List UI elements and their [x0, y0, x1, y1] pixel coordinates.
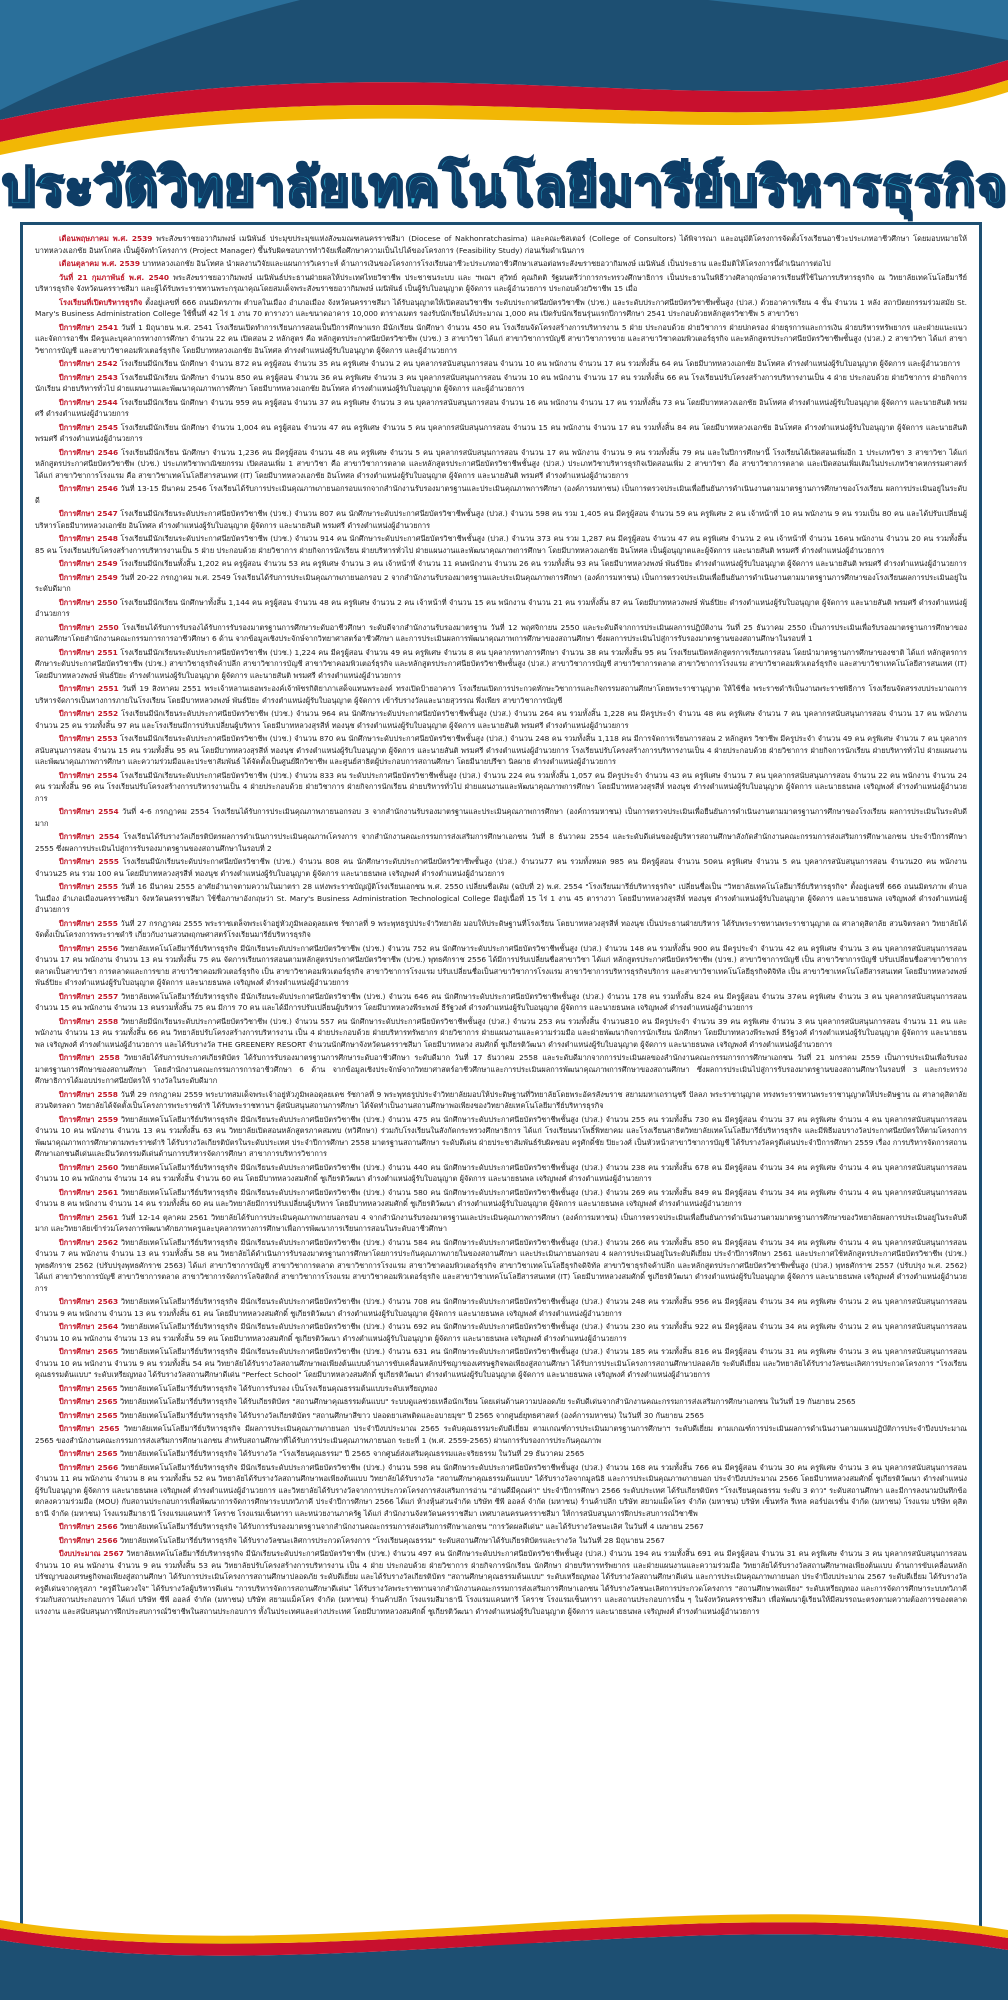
history-paragraph: [35, 1535, 967, 1547]
footer-decoration: [0, 1880, 1008, 2000]
year-label: ปีการศึกษา 2547: [59, 509, 118, 518]
paragraph-text: โรงเรียนมีนักเรียน นักศึกษาทั้งสิ้น 1,144 คน ครูผู้สอน จำนวน 48 คน ครูพิเศษ จำนวน 2 คน เจ้าหน้าที่ จำนวน 15 คน พนักงาน จำนวน 21 คน รวมทั้งสิ้น 87 คน โดยมีบาทหลวงพงษ์ พันธ์ปิยะ ดำรงตำแหน่งผู้รับใบอนุญาต ผู้จัดการ และนายสันติ พรมศรี ดำรงตำแหน่งผู้อำนวยการ: [35, 597, 967, 618]
history-paragraph: [35, 1423, 967, 1446]
history-paragraph: [35, 1016, 967, 1051]
year-label: ปีการศึกษา 2566: [59, 1522, 118, 1531]
paragraph-text: วิทยาลัยมีนักเรียนระดับประกาศนียบัตรวิชาชีพ (ปวช.) จำนวน 557 คน นักศึกษาระดับประกาศนียบัตรวิชาชีพชั้นสูง (ปวส.) จำนวน 253 คน รวมทั้งสิ้น จำนวน810 คน มีครูประจำ จำนวน 39 คน ครูพิเศษ จำนวน 3 คน บุคลากรสนับสนุนการสอน จำนวน 11 คน และพนักงาน จำนวน 13 คน รวมทั้งสิ้น 66 คน วิทยาลัยปรับโครงสร้างการบริหารงาน เป็น 4 ฝ่ายประกอบด้วย ฝ่ายบริหารทรัพยากร ฝ่ายวิชาการ ฝ่ายแผนงานและความร่วมมือ และฝ่ายพัฒนากิจการนักเรียน นักศึกษา โดยมีบาทหลวงพีระพงษ์ ธีรัฐวงศ์ ดำรงตำแหน่งผู้รับใบอนุญาต ผู้จัดการ และนายธนพล เจริญพงศ์ ดำรงตำแหน่งผู้อำนวยการ และได้รับรางวัล THE GREENERY RESORT จำนวนนักศึกษาจังหวัดนครราชสีมา โดยมีบาทหลวง สมศักดิ์ ชูเกียรติวัฒนา ดำรงตำแหน่งผู้รับใบอนุญาต ผู้จัดการ และนายธนพล เจริญพงศ์ ดำรงตำแหน่งผู้อำนวยการ: [35, 1016, 967, 1049]
history-text: [35, 233, 967, 1617]
paragraph-text: วิทยาลัยเทคโนโลยีมารีย์บริหารธุรกิจ ได้รับเกียรติบัตร "สถานศึกษาคุณธรรมต้นแบบ" ระบบดูแลช่วยเหลือนักเรียน โดยเด่นด้านความปลอดภัย ระดับดีเด่นจากสำนักงานคณะกรรมการส่งเสริมการศึกษาเอกชน ในวันที่ 19 กันยายน 2565: [117, 1397, 856, 1406]
history-paragraph: [35, 991, 967, 1014]
year-label: ปีการศึกษา 2546: [59, 484, 118, 493]
paragraph-text: โรงเรียนมีนักเรียน นักศึกษา จำนวน 1,004 คน ครูผู้สอน จำนวน 47 คน ครูพิเศษ จำนวน 5 คน บุคลากรสนับสนุนการสอน จำนวน 15 คน พนักงาน จำนวน 17 คน รวมทั้งสิ้น 84 คน โดยมีบาทหลวงเอกชัย อินโทศล ดำรงตำแหน่งผู้รับใบอนุญาต ผู้จัดการ และนายสันติ พรมศรี ดำรงตำแหน่งผู้อำนวยการ: [35, 422, 967, 443]
history-paragraph: [35, 483, 967, 506]
year-label: ปีการศึกษา 2556: [59, 943, 118, 953]
year-label: วันที่ 21 กุมภาพันธ์ พ.ศ. 2540: [59, 272, 170, 282]
paragraph-text: วิทยาลัยเทคโนโลยีมารีย์บริหารธุรกิจ ได้รับการรับรองมาตรฐานจากสำนักงานคณะกรรมการส่งเสริมการศึกษาเอกชน "การวัดผลดีเด่น" และได้รับรางวัลชนะเลิศ ในวันที่ 4 เมษายน 2567: [117, 1522, 704, 1531]
paragraph-text: โรงเรียนมีนักเรียน นักศึกษา จำนวน 872 คน ครูผู้สอน จำนวน 35 คน ครูพิเศษ จำนวน 2 คน บุคลากรสนับสนุนการสอน จำนวน 10 คน พนักงาน จำนวน 17 คน รวมทั้งสิ้น 64 คน โดยมีบาทหลวงเอกชัย อินโทศล ดำรงตำแหน่งผู้รับใบอนุญาต ผู้จัดการ และผู้อำนวยการ: [117, 359, 961, 368]
history-paragraph: [35, 558, 967, 570]
year-label: ปีการศึกษา 2555: [59, 918, 118, 928]
paragraph-text: วิทยาลัยเทคโนโลยีมารีย์บริหารธุรกิจ มีนักเรียนระดับประกาศนียบัตรวิชาชีพ (ปวช.) จำนวน 598 คน นักศึกษาระดับประกาศนียบัตรวิชาชีพชั้นสูง (ปวส.) จำนวน 168 คน รวมทั้งสิ้น 766 คน มีครูผู้สอน จำนวน 30 คน ครูพิเศษ จำนวน 3 คน บุคลากรสนับสนุนการสอน จำนวน 11 คน พนักงาน จำนวน 8 คน รวมทั้งสิ้น 52 คน วิทยาลัยได้รับรางวัลสถานศึกษาพอเพียงต้นแบบ วิทยาลัยได้รับรางวัล "สถานศึกษาคุณธรรมต้นแบบ" ได้รับรางวัลจากมูลนิธิ และการประเมินคุณภาพภายนอก ประจำปีงบประมาณ 2566 โดยมีบาทหลวงสมศักดิ์ ชูเกียรติวัฒนา ดำรงตำแหน่งผู้รับใบอนุญาต ผู้จัดการ และนายธนพล เจริญพงศ์ ดำรงตำแหน่งผู้อำนวยการ และวิทยาลัยได้รับรางวัลจากการประกวดโครงการส่งเสริมการอ่าน "อ่านดีมีคุณค่า" ประจำปีการศึกษา 2566 ระดับประเทศ ได้รับเกียรติบัตร "โรงเรียนคุณธรรม ระดับ 3 ดาว" ระดับสถานศึกษา และมีการลงนามบันทึกข้อตกลงความร่วมมือ (MOU) กับสถานประกอบการเพื่อพัฒนาการจัดการศึกษาระบบทวิภาคี ประจำปีการศึกษา 2566 ได้แก่ ห้างหุ้นส่วนจำกัด บริษัท ซีพี ออลล์ จำกัด (มหาชน) ร้านค้าปลีก บริษัท สยามแม็คโคร จำกัด (มหาชน) บริษัท เซ็นทรัล รีเทล คอร์ปอเรชั่น จำกัด (มหาชน) โรงแรม บริษัท ดุสิตธานี จำกัด (มหาชน) โรงแรมสีมาธานี โรงแรมแคนทารี โคราช โรงแรมเซ็นทารา และหน่วยงานภาครัฐ ได้แก่ สำนักงานจังหวัดนครราชสีมา เทศบาลนครนครราชสีมา ให้การสนับสนุนการฝึกประสบการณ์วิชาชีพ: [35, 1462, 967, 1518]
year-label: ปีการศึกษา 2561: [59, 1187, 119, 1197]
history-paragraph: [35, 1237, 967, 1295]
history-paragraph: [35, 1162, 967, 1185]
paragraph-text: โรงเรียนมีนักเรียนระดับประกาศนียบัตรวิชาชีพ (ปวช.) จำนวน 807 คน นักศึกษาระดับประกาศนียบัตรวิชาชีพชั้นสูง (ปวส.) จำนวน 598 คน รวม 1,405 คน มีครูผู้สอน จำนวน 59 คน ครูพิเศษ 2 คน เจ้าหน้าที่ 10 คน พนักงาน 9 คน รวมเป็น 80 คน และได้ปรับเปลี่ยนผู้บริหารโดยมีบาทหลวงเอกชัย อินโทศล ดำรงตำแหน่งผู้รับใบอนุญาต ผู้จัดการ และนายสันติ พรมศรี ดำรงตำแหน่งผู้อำนวยการ: [35, 509, 968, 530]
year-label: ปีการศึกษา 2560: [59, 1162, 119, 1172]
paragraph-text: พระสังฆราชยอวากิมพงษ์ เมนิพันธ์ ประมุขประมุขแห่งสังฆมณฑลนครราชสีมา (Diocese of Nakhonratchasima) และคณะซิสเตอร์ (College of Consultors) ได้พิจารณา และอนุมัติโครงการจัดตั้งโรงเรียนอาชีวะประเภทอาชีวศึกษา โดยมอบหมายให้บาทหลวงเอกชัย อินทโกศล เป็นผู้จัดทำโครงการ (Project Manager) ขึ้นรับผิดชอบการทำวิจัยเพื่อศึกษาความเป็นไปได้ของโครงการ (Feasibility Study) ก่อนเริ่มดำเนินการ: [35, 234, 967, 255]
history-paragraph: [35, 397, 967, 420]
paragraph-text: วิทยาลัยได้รับการประกาศเกียรติบัตร ได้รับการรับรองมาตรฐานการศึกษาระดับอาชีวศึกษา ระดับดีมาก วันที่ 17 ธันวาคม 2558 และระดับดีมากจากการประเมินผลของสำนักงานคณะกรรมการการศึกษาเอกชน วันที่ 21 มกราคม 2559 เป็นการประเมินเพื่อรับรองมาตรฐานการศึกษาของสถานศึกษา โดยสำนักงานคณะกรรมการการอาชีวศึกษา 6 ด้าน จากข้อมูลเชิงประจักษ์จากวิทยาศาสตร์อาชีวศึกษาและการประเมินผลการพัฒนาคุณภาพการศึกษาของสถานศึกษา ซึ่งผลการประเมินไปสู่การรับรองมาตรฐานของสถานศึกษาในรอบที่ 3 และกระทรวงศึกษาธิการได้มอบประกาศนียบัตรให้ รางวัลในระดับดีมาก: [35, 1053, 968, 1085]
paragraph-text: วิทยาลัยเทคโนโลยีมารีย์บริหารธุรกิจ มีนักเรียนระดับประกาศนียบัตรวิชาชีพ (ปวช.) จำนวน 646 คน นักศึกษาระดับประกาศนียบัตรวิชาชีพชั้นสูง (ปวส.) จำนวน 178 คน รวมทั้งสิ้น 824 คน มีครูผู้สอน จำนวน 37คน ครูพิเศษ จำนวน 3 คน บุคลากรสนับสนุนการสอน จำนวน 15 คน พนักงาน จำนวน 13 คนรวมทั้งสิ้น 75 คน มีการ 70 คน และได้มีการปรับเปลี่ยนผู้บริหาร โดยมีบาทหลวงพีระพงษ์ ธีรัฐวงศ์ ดำรงตำแหน่งผู้รับใบอนุญาต ผู้จัดการ และนายธนพล เจริญพงศ์ ดำรงตำแหน่งผู้อำนวยการ: [35, 991, 967, 1012]
year-label: ปีการศึกษา 2558: [59, 1016, 119, 1026]
history-paragraph: [35, 572, 967, 595]
year-label: ปีการศึกษา 2554: [59, 832, 120, 841]
paragraph-text: วันที่ 1 มิถุนายน พ.ศ. 2541 โรงเรียนเปิดทำการเรียนการสอนเป็นปีการศึกษาแรก มีนักเรียน นักศึกษา จำนวน 450 คน โรงเรียนจัดโครงสร้างการบริหารงาน 5 ฝ่าย ประกอบด้วย ฝ่ายวิชาการ ฝ่ายปกครอง ฝ่ายธุรการและการเงิน ฝ่ายบริหารทรัพยากร และฝ่ายแนะแนวและจัดการอาชีพ มีครูและบุคลากรทางการศึกษา จำนวน 22 คน เปิดสอน 2 หลักสูตร คือ หลักสูตรประกาศนียบัตรวิชาชีพ (ปวช.) 3 สาขาวิชา ได้แก่ สาขาวิชาการบัญชี สาขาวิชาการขาย และสาขาวิชาคอมพิวเตอร์ธุรกิจ และหลักสูตรประกาศนียบัตรวิชาชีพชั้นสูง (ปวส.) 2 สาขาวิชา ได้แก่ สาขาวิชาการบัญชี และสาขาวิชาคอมพิวเตอร์ธุรกิจ โดยมีบาทหลวงเอกชัย อินโทศล ดำรงตำแหน่งผู้รับใบอนุญาต ผู้จัดการ และผู้อำนวยการ: [35, 322, 968, 355]
history-paragraph: [35, 233, 967, 256]
year-label: ปีการศึกษา 2565: [59, 1424, 120, 1433]
year-label: ปีการศึกษา 2551: [59, 647, 118, 657]
history-paragraph: [35, 708, 967, 731]
history-paragraph: [35, 806, 967, 829]
history-paragraph: [35, 597, 967, 620]
paragraph-text: วิทยาลัยเทคโนโลยีมารีย์บริหารธุรกิจ ได้รับรางวัล "โรงเรียนคุณธรรม" ปี 2565 จากศูนย์ส่งเสริมคุณธรรมและจริยธรรม ในวันที่ 29 ธันวาคม 2565: [117, 1449, 585, 1458]
history-paragraph: [35, 622, 967, 645]
history-paragraph: [35, 1212, 967, 1235]
paragraph-text: วันที่ 29 กรกฎาคม 2559 พระบาทสมเด็จพระเจ้าอยู่หัวภูมิพลอดุลยเดช รัชกาลที่ 9 พระพุทธรูปประจำวิทยาลัยมอบให้ประดิษฐานที่วิทยาลัยโดยพระอัครสังฆราช สยามมหาเถรานุชรี ปัลลภ พระราชานุญาต ทรงพระราชทานพระราชานุญาตให้ประดิษฐาน ณ ศาลาดุสิดาลัย สวนจิตรลดา วิทยาลัยได้จัดตั้งเป็นโครงการพระราชดำริ ได้รับพระราชทานฯ ผู้สนับสนุนสถานการศึกษา ได้จัดทำเป็นงานสถานศึกษาพอเพียงของวิทยาลัยเทคโนโลยีมารีย์บริหารธุรกิจ: [35, 1089, 967, 1110]
year-label: โรงเรียนที่เปิดบริหารธุรกิจ: [59, 297, 143, 307]
history-paragraph: [35, 943, 967, 989]
year-label: ปีการศึกษา 2553: [59, 734, 118, 743]
history-paragraph: [35, 1396, 967, 1408]
history-panel: [20, 222, 982, 1946]
paragraph-text: บาทหลวงเอกชัย อินโทศล นำผลงานวิจัยและแผนการวิเคราะห์ ด้านการเงินของโครงการโรงเรียนอาชีวะประเภทอาชีวศึกษาเสนอต่อพระสังฆราชยอวากิมพงษ์ เมนิพันธ์ เป็นประธาน และมีมติให้โครงการนี้ดำเนินการต่อไป: [140, 259, 831, 268]
paragraph-text: วิทยาลัยเทคโนโลยีมารีย์บริหารธุรกิจ มีนักเรียนระดับประกาศนียบัตรวิชาชีพ (ปวช.) จำนวน 440 คน นักศึกษาระดับประกาศนียบัตรวิชาชีพชั้นสูง (ปวส.) จำนวน 238 คน รวมทั้งสิ้น 678 คน มีครูผู้สอน จำนวน 34 คน ครูพิเศษ จำนวน 4 คน บุคลากรสนับสนุนการสอน จำนวน 10 คน พนักงาน จำนวน 14 คน รวมทั้งสิ้น จำนวน 60 คน โดยมีบาทหลวงสมศักดิ์ ชูเกียรติวัฒนา ดำรงตำแหน่งผู้รับใบอนุญาต ผู้จัดการ และนายธนพล เจริญพงศ์ ดำรงตำแหน่งผู้อำนวยการ: [35, 1162, 967, 1183]
year-label: ปีการศึกษา 2565: [59, 1397, 118, 1406]
year-label: ปีการศึกษา 2545: [59, 422, 118, 432]
paragraph-text: โรงเรียนมีนักเรียนทั้งสิ้น 1,202 คน ครูผู้สอน จำนวน 53 คน ครูพิเศษ จำนวน 3 คน เจ้าหน้าที่ จำนวน 11 คนพนักงาน จำนวน 26 คน รวมทั้งสิ้น 93 คน โดยมีบาทหลวงพงษ์ พันธ์ปิยะ ดำรงตำแหน่งผู้รับใบอนุญาต ผู้จัดการ และนายสันติ พรมศรี ดำรงตำแหน่งผู้อำนวยการ: [117, 559, 967, 568]
paragraph-text: โรงเรียนมีนักเรียนระดับประกาศนียบัตรวิชาชีพ (ปวช.) จำนวน 964 คน นักศึกษาระดับประกาศนียบัตรวิชาชีพชั้นสูง (ปวส.) จำนวน 264 คน รวมทั้งสิ้น 1,228 คน มีครูประจำ จำนวน 48 คน ครูพิเศษ จำนวน 7 คน บุคลากรสนับสนุนการสอน จำนวน 17 คน พนักงาน จำนวน 25 คน รวมทั้งสิ้น 97 คน และโรงเรียนมีการปรับเปลี่ยนผู้บริหาร โดยมีบาทหลวงสุรสีห์ ทองนุช ดำรงตำแหน่งผู้รับใบอนุญาต ผู้จัดการ และนายสันติ พรมศรี ดำรงตำแหน่งผู้อำนวยการ: [35, 709, 968, 730]
paragraph-text: โรงเรียนมีนักเรียนระดับประกาศนียบัตรวิชาชีพ (ปวช.) จำนวน 914 คน นักศึกษาระดับประกาศนียบัตรวิชาชีพชั้นสูง (ปวส.) จำนวน 373 คน รวม 1,287 คน มีครูผู้สอน จำนวน 47 คน ครูพิเศษ จำนวน 2 คน เจ้าหน้าที่ จำนวน 16คน พนักงาน จำนวน 20 คน รวมทั้งสิ้น 85 คน โรงเรียนปรับโครงสร้างการบริหารงานเป็น 5 ฝ่าย ประกอบด้วย ฝ่ายวิชาการ ฝ่ายกิจการนักเรียน ฝ่ายบริหารทั่วไป ฝ่ายแผนงานและพัฒนาคุณภาพการศึกษา โดยมีบาทหลวงเอกชัย อินโทศล เป็นผู้อนุญาตและผู้จัดการ และนายสันติ พรมศรี ดำรงตำแหน่งผู้อำนวยการ: [35, 534, 967, 555]
year-label: ปีการศึกษา 2549: [59, 559, 118, 568]
paragraph-text: โรงเรียนได้รับรางวัลเกียรติบัตรผลการดำเนินการประเมินคุณภาพโครงการ จากสำนักงานคณะกรรมการส่งเสริมการศึกษาเอกชน วันที่ 8 ธันวาคม 2554 และระดับดีเด่นของผู้บริหารสถานศึกษาสังกัดสำนักงานคณะกรรมการส่งเสริมการศึกษาเอกชน ประจำปีการศึกษา 2555 ซึ่งผลการประเมินไปสู่การรับรองมาตรฐานของสถานศึกษาในรอบที่ 2: [35, 832, 967, 853]
year-label: ปีการศึกษา 2542: [59, 359, 118, 368]
year-label: ปีการศึกษา 2551: [59, 684, 119, 693]
paragraph-text: วันที่ 27 กรกฎาคม 2555 พระราชเตล็จพระเจ้าอยู่หัวภูมิพลอดุลยเดช รัชกาลที่ 9 พระพุทธรูปประจำวิทยาลัย มอบให้ประดิษฐานที่โรงเรียน โดยบาทหลวงสุรสีห์ ทองนุช เป็นประธานฝ่ายบริหาร ได้รับพระราชทานพระราชานุญาต ณ ศาลาดุสิดาลัย สวนจิตรลดา วิทยาลัยได้จัดตั้งเป็นโครงการพระราชดำริ เกี่ยวกับงานสวนพฤกษศาสตร์โรงเรียนมารีย์บริหารธุรกิจ: [35, 918, 967, 939]
history-paragraph: [35, 1548, 967, 1617]
year-label: ปีการศึกษา 2554: [59, 770, 118, 780]
paragraph-text: วิทยาลัยเทคโนโลยีมารีย์บริหารธุรกิจ ได้รับรางวัลชนะเลิศการประกวดโครงการ "โรงเรียนคุณธรรม" ระดับสถานศึกษาได้รับเกียรติบัตรและรางวัล ในวันที่ 28 มิถุนายน 2567: [117, 1535, 665, 1545]
year-label: ปีการศึกษา 2544: [59, 397, 118, 407]
paragraph-text: วิทยาลัยเทคโนโลยีมารีย์บริหารธุรกิจ มีนักเรียนระดับประกาศนียบัตรวิชาชีพ (ปวช.) จำนวน 475 คน นักศึกษาระดับประกาศนียบัตรวิชาชีพชั้นสูง (ปวส.) จำนวน 255 คน รวมทั้งสิ้น 730 คน มีครูผู้สอน จำนวน 37 คน ครูพิเศษ จำนวน 4 คน บุคลากรสนับสนุนการสอน จำนวน 10 คน พนักงาน จำนวน 13 คน รวมทั้งสิ้น 63 คน วิทยาลัยเปิดสอนหลักสูตรภาคสมทบ (ทวิศึกษา) ร่วมกับโรงเรียนในสังกัดกระทรวงศึกษาธิการ ได้แก่ โรงเรียนนาโพธิ์พิทยาคม และโรงเรียนสาธิตวิทยาลัยเทคโนโลยีมารีย์บริหารธุรกิจ และมีพิธีมอบรางวัลประกาศนียบัตรให้ตามโครงการพัฒนาคุณภาพการศึกษาตามพระราชดำริ ได้รับรางวัลเกียรติบัตรในระดับประเทศ ประจำปีการศึกษา 2558 มาตรฐานสถานศึกษา ระดับดีเด่น ฝ่ายประชาสัมพันธ์รับผิดชอบ ครูศักดิ์ชัย ปิยะวงศ์ เป็นหัวหน้าสาขาวิชาการบัญชี ได้รับรางวัลครูดีเด่นประจำปีการศึกษา 2559 เรื่อง การบริหารจัดการสถานศึกษาเอกชนดีเด่นและมีนวัตกรรมดีเด่นด้านการบริหารจัดการศึกษา สาขาการบริหารวิชาการ: [35, 1114, 967, 1158]
history-paragraph: [35, 1321, 967, 1344]
paragraph-text: วิทยาลัยเทคโนโลยีมารีย์บริหารธุรกิจ มีผลการประเมินคุณภาพภายนอก ประจำปีงบประมาณ 2565 ระดับคุณธรรมระดับดีเยี่ยม ตามเกณฑ์การประเมินมาตรฐานการศึกษาฯ ระดับดีเยี่ยม ตามเกณฑ์การประเมินผลการดำเนินงานตามแผนปฏิบัติการประจำปีงบประมาณ 2565 ของสำนักงานคณะกรรมการส่งเสริมการศึกษาเอกชน สำหรับสถานศึกษาที่ได้รับการประเมินคุณภาพภายนอก ระยะที่ 1 (พ.ศ. 2559-2565) ผ่านการรับรองการประกันคุณภาพ: [35, 1424, 967, 1445]
paragraph-text: ตั้งอยู่เลขที่ 666 ถนนมิตรภาพ ตำบลในเมือง อำเภอเมือง จังหวัดนครราชสีมา ได้รับอนุญาตให้เปิดสอนวิชาชีพ ระดับประกาศนียบัตรวิชาชีพ (ปวช.) และระดับประกาศนียบัตรวิชาชีพชั้นสูง (ปวส.) ด้วยอาคารเรียน 4 ชั้น จำนวน 1 หลัง สถาปัตยกรรมร่วมสมัย St. Mary's Business Administration College ใช้พื้นที่ 42 ไร่ 1 งาน 70 ตารางวา และขนาดอาคาร 10,000 ตารางเมตร รองรับนักเรียนได้ประมาณ 1,000 คน เปิดรับนักเรียนรุ่นแรกปีการศึกษา 2541 ประกอบด้วยหลักสูตรวิชาชีพ 5 สาขาวิชา: [35, 297, 967, 318]
year-label: ปีการศึกษา 2549: [59, 572, 118, 582]
history-paragraph: [35, 1462, 967, 1520]
history-paragraph: [35, 770, 967, 805]
year-label: ปีการศึกษา 2564: [59, 1322, 119, 1331]
paragraph-text: วิทยาลัยเทคโนโลยีมารีย์บริหารธุรกิจ ได้รับการรับรอง เป็นโรงเรียนคุณธรรมต้นแบบระดับเหรียญทอง: [117, 1383, 438, 1393]
history-paragraph: [35, 372, 967, 395]
paragraph-text: วันที่ 16 มีนาคม 2555 อาศัยอำนาจตามความในมาตรา 28 แห่งพระราชบัญญัติโรงเรียนเอกชน พ.ศ. 2550 เปลี่ยนชื่อเดิม (ฉบับที่ 2) พ.ศ. 2554 "โรงเรียนมารีย์บริหารธุรกิจ" เปลี่ยนชื่อเป็น "วิทยาลัยเทคโนโลยีมารีย์บริหารธุรกิจ" ตั้งอยู่เลขที่ 666 ถนนมิตรภาพ ตำบลในเมือง อำเภอเมืองนครราชสีมา จังหวัดนครราชสีมา ใช้ชื่อภาษาอังกฤษว่า St. Mary's Business Administration Technological College มีอยู่เนื้อที่ 15 ไร่ 1 งาน 45 ตารางวา โดยมีบาทหลวงสุรสีห์ ทองนุช ดำรงตำแหน่งผู้รับใบอนุญาต ผู้จัดการ และนายธนพล เจริญพงศ์ ดำรงตำแหน่งผู้อำนวยการ: [35, 882, 967, 914]
paragraph-text: วันที่ 19 สิงหาคม 2551 พระเจ้าหลานเธอพระองค์เจ้าพัชรกิติยาภาเสด็จแทนพระองค์ ทรงเปิดป้ายอาคาร โรงเรียนเปิดการประกวดทักษะวิชาการและกิจกรรมสถานศึกษาโดยพระราชานุญาต ให้ใช้ชื่อ พระราชดำริเป็นงานพระราชพิธีการ โรงเรียนจัดสรรงบประมาณการบริหารจัดการเป็นทางการภายในโรงเรียน โดยมีบาทหลวงพงษ์ พันธ์ปิยะ ดำรงตำแหน่งผู้รับใบอนุญาต ผู้จัดการ เข้ารับรางวัลและนายสุวรรณ พึ่งเพียร สาขาวิชาการบัญชี: [35, 684, 967, 705]
paragraph-text: วิทยาลัยเทคโนโลยีมารีย์บริหารธุรกิจ มีนักเรียนระดับประกาศนียบัตรวิชาชีพ (ปวช.) จำนวน 708 คน นักศึกษาระดับประกาศนียบัตรวิชาชีพชั้นสูง (ปวส.) จำนวน 248 คน รวมทั้งสิ้น 956 คน มีครูผู้สอน จำนวน 34 คน ครูพิเศษ จำนวน 2 คน บุคลากรสนับสนุนการสอน จำนวน 9 คน พนักงาน จำนวน 13 คน รวมทั้งสิ้น 61 คน โดยมีบาทหลวงสมศักดิ์ ชูเกียรติวัฒนา ดำรงตำแหน่งผู้รับใบอนุญาต ผู้จัดการ และนายธนพล เจริญพงศ์ ดำรงตำแหน่งผู้อำนวยการ: [35, 1297, 967, 1318]
history-paragraph: [35, 358, 967, 370]
history-paragraph: [35, 422, 967, 445]
year-label: ปีการศึกษา 2555: [59, 857, 119, 866]
history-paragraph: [35, 1410, 967, 1422]
paragraph-text: วิทยาลัยเทคโนโลยีมารีย์บริหารธุรกิจ มีนักเรียนระดับประกาศนียบัตรวิชาชีพ (ปวช.) จำนวน 497 คน นักศึกษาระดับประกาศนียบัตรวิชาชีพชั้นสูง (ปวส.) จำนวน 194 คน รวมทั้งสิ้น 691 คน มีครูผู้สอน จำนวน 31 คน ครูพิเศษ จำนวน 3 คน บุคลากรสนับสนุนการสอน จำนวน 10 คน พนักงาน จำนวน 9 คน รวมทั้งสิ้น 53 คน วิทยาลัยปรับโครงสร้างการบริหารงาน เป็น 4 ฝ่าย ประกอบด้วย ฝ่ายวิชาการ ฝ่ายกิจการนักเรียน นักศึกษา ฝ่ายบริหารทรัพยากร และฝ่ายแผนงานและความร่วมมือ วิทยาลัยได้รับรางวัลสถานศึกษาพอเพียงต้นแบบ ด้านการขับเคลื่อนหลักปรัชญาของเศรษฐกิจพอเพียงสู่สถานศึกษา ได้รับการประเมินโครงการสถานศึกษาปลอดภัย ระดับดีเยี่ยม และได้รับรางวัลเกียรติบัตร "สถานศึกษาคุณธรรมต้นแบบ" ระดับเหรียญทอง ได้รับรางวัลสถานศึกษาดีเด่น และการประเมินคุณภาพภายนอก ประจำปีงบประมาณ 2567 ระดับดีเยี่ยม ได้รับรางวัลครูดีเด่นจากคุรุสภา "ครูดีในดวงใจ" ได้รับรางวัลผู้บริหารดีเด่น "การบริหารจัดการสถานศึกษาดีเด่น" ได้รับรางวัลพระราชทานจากสำนักงานคณะกรรมการส่งเสริมการศึกษาเอกชน ได้รับรางวัลชนะเลิศการประกวดโครงการ "สถานศึกษาพอเพียง" ระดับเหรียญทอง และการจัดการศึกษาระบบทวิภาคีร่วมกับสถานประกอบการ ได้แก่ บริษัท ซีพี ออลล์ จำกัด (มหาชน) บริษัท สยามแม็คโคร จำกัด (มหาชน) ร้านค้าปลีก โรงแรมสีมาธานี โรงแรมแคนทารี โคราช โรงแรมเซ็นทารา และสถานประกอบการอื่น ๆ ในจังหวัดนครราชสีมา เพื่อพัฒนาผู้เรียนให้มีสมรรถนะตรงตามความต้องการของตลาดแรงงาน และสนับสนุนการฝึกประสบการณ์วิชาชีพในสถานประกอบการ ทั้งในประเทศและต่างประเทศ โดยมีบาทหลวงสมศักดิ์ ชูเกียรติวัฒนา ดำรงตำแหน่งผู้รับใบอนุญาต ผู้จัดการ และนายธนพล เจริญพงศ์ ดำรงตำแหน่งผู้อำนวยการ: [35, 1549, 967, 1616]
year-label: เดือนพฤษภาคม พ.ศ. 2539: [59, 234, 153, 243]
history-paragraph: [35, 1089, 967, 1112]
history-paragraph: [35, 1383, 967, 1395]
paragraph-text: โรงเรียนมีนักเรียนระดับประกาศนียบัตรวิชาชีพ (ปวช.) จำนวน 870 คน นักศึกษาระดับประกาศนียบัตรวิชาชีพชั้นสูง (ปวส.) จำนวน 248 คน รวมทั้งสิ้น 1,118 คน มีการจัดการเรียนการสอน 2 หลักสูตร วิชาชีพ มีครูประจำ จำนวน 49 คน ครูพิเศษ จำนวน 7 คน บุคลากรสนับสนุนการสอน จำนวน 15 คน รวมทั้งสิ้น 95 คน โดยมีบาทหลวงสุรสีห์ ทองนุช ดำรงตำแหน่งผู้รับใบอนุญาต ผู้จัดการ และนายสันติ พรมศรี ดำรงตำแหน่งผู้อำนวยการ โรงเรียนปรับโครงสร้างการบริหารงานเป็น 4 ฝ่ายประกอบด้วย ฝ่ายวิชาการ ฝ่ายกิจการนักเรียน ฝ่ายบริหารทั่วไป ฝ่ายแผนงานและพัฒนาคุณภาพการศึกษา และความร่วมมือและประชาสัมพันธ์ ได้จัดตั้งเป็นศูนย์ฝึกวิชาชีพ และศูนย์สาธิตผู้ประกอบการสถานศึกษา โดยมีนายปรีชา นิลผาย ดำรงตำแหน่งผู้อำนวยการ: [35, 734, 967, 766]
history-paragraph: [35, 1521, 967, 1533]
year-label: ปีการศึกษา 2561: [59, 1212, 119, 1222]
year-label: ปีการศึกษา 2552: [59, 709, 119, 718]
year-label: ปีการศึกษา 2565: [59, 1449, 118, 1458]
year-label: ปีการศึกษา 2558: [59, 1089, 118, 1099]
history-paragraph: [35, 447, 967, 482]
history-paragraph: [35, 508, 967, 531]
paragraph-text: โรงเรียนมีนักเรียนระดับประกาศนียบัตรวิชาชีพ (ปวช.) 1,224 คน มีครูผู้สอน จำนวน 49 คน ครูพิเศษ จำนวน 8 คน บุคลากรทางการศึกษา จำนวน 38 คน รวมทั้งสิ้น 95 คน โรงเรียนเปิดหลักสูตรการเรียนการสอน โดยนำมาตรฐานการศึกษาของชาติ ได้แก่ หลักสูตรการศึกษาระดับประกาศนียบัตรวิชาชีพ (ปวช.) สาขาวิชาธุรกิจค้าปลีก สาขาวิชาการบัญชี สาขาวิชาคอมพิวเตอร์ธุรกิจ และหลักสูตรประกาศนียบัตรวิชาชีพชั้นสูง (ปวส.) สาขาวิชาการบัญชี สาขาวิชาการตลาด สาขาวิชาการโรงแรม สาขาวิชาคอมพิวเตอร์ธุรกิจ และสาขาวิชาเทคโนโลยีสารสนเทศ (IT) โดยมีบาทหลวงพงษ์ พันธ์ปิยะ ดำรงตำแหน่งผู้รับใบอนุญาต ผู้จัดการ และนายสันติ พรมศรี ดำรงตำแหน่งผู้อำนวยการ: [35, 647, 968, 680]
paragraph-text: โรงเรียนมีนักเรียน นักศึกษา จำนวน 1,236 คน มีครูผู้สอน จำนวน 48 คน ครูพิเศษ จำนวน 5 คน บุคลากรสนับสนุนการสอน จำนวน 17 คน พนักงาน จำนวน 9 คน รวมทั้งสิ้น 79 คน และในปีการศึกษานี้ โรงเรียนได้เปิดสอนเพิ่มอีก 1 ประเภทวิชา 3 สาขาวิชา ได้แก่ หลักสูตรประกาศนียบัตรวิชาชีพ (ปวช.) ประเภทวิชาพาณิชยกรรม เปิดสอนเพิ่ม 1 สาขาวิชา คือ สาขาวิชาการตลาด และหลักสูตรประกาศนียบัตรวิชาชีพชั้นสูง (ปวส.) ประเภทวิชาบริหารธุรกิจเปิดสอนเพิ่ม 2 สาขาวิชา คือ สาขาวิชาการตลาด และเปิดสอนเพิ่มเติมในประเภทวิชาคหกรรมศาสตร์ ได้แก่ สาขาวิชาการโรงแรม คือ สาขาวิชาเทคโนโลยีสารสนเทศ (IT) โดยมีบาทหลวงเอกชัย อินโทศล ดำรงตำแหน่งผู้รับใบอนุญาต ผู้จัดการ และนายสันติ พรมศรี ดำรงตำแหน่งผู้อำนวยการ: [35, 447, 967, 480]
year-label: ปีการศึกษา 2566: [59, 1535, 118, 1545]
paragraph-text: วิทยาลัยเทคโนโลยีมารีย์บริหารธุรกิจ มีนักเรียนระดับประกาศนียบัตรวิชาชีพ (ปวช.) จำนวน 580 คน นักศึกษาระดับประกาศนียบัตรวิชาชีพชั้นสูง (ปวส.) จำนวน 269 คน รวมทั้งสิ้น 849 คน มีครูผู้สอน จำนวน 34 คน ครูพิเศษ จำนวน 4 คน บุคลากรสนับสนุนการสอน จำนวน 8 คน พนักงาน จำนวน 14 คน รวมทั้งสิ้น 60 คน และวิทยาลัยมีการปรับเปลี่ยนผู้บริหาร โดยมีบาทหลวงสมศักดิ์ ชูเกียรติวัฒนา ดำรงตำแหน่งผู้รับใบอนุญาต ผู้จัดการ และนายธนพล เจริญพงศ์ ดำรงตำแหน่งผู้อำนวยการ: [35, 1187, 967, 1208]
year-label: ปีการศึกษา 2566: [59, 1462, 119, 1472]
page-title: ประวัติวิทยาลัยเทคโนโลยีมารีย์บริหารธุรกิจ: [1, 156, 1007, 217]
year-label: ปีการศึกษา 2555: [59, 882, 118, 891]
paragraph-text: วิทยาลัยเทคโนโลยีมารีย์บริหารธุรกิจ มีนักเรียนระดับประกาศนียบัตรวิชาชีพ (ปวช.) จำนวน 692 คน นักศึกษาระดับประกาศนียบัตรวิชาชีพชั้นสูง (ปวส.) จำนวน 230 คน รวมทั้งสิ้น 922 คน มีครูผู้สอน จำนวน 34 คน ครูพิเศษ จำนวน 2 คน บุคลากรสนับสนุนการสอน จำนวน 10 คน พนักงาน จำนวน 13 คน รวมทั้งสิ้น 59 คน โดยมีบาทหลวงสมศักดิ์ ชูเกียรติวัฒนา ดำรงตำแหน่งผู้รับใบอนุญาต ผู้จัดการ และนายธนพล เจริญพงศ์ ดำรงตำแหน่งผู้อำนวยการ: [35, 1322, 967, 1343]
year-label: เดือนตุลาคม พ.ศ. 2539: [59, 259, 141, 268]
year-label: ปีการศึกษา 2565: [59, 1383, 118, 1393]
year-label: ปีการศึกษา 2557: [59, 991, 119, 1001]
paragraph-text: วิทยาลัยเทคโนโลยีมารีย์บริหารธุรกิจ มีนักเรียนระดับประกาศนียบัตรวิชาชีพ (ปวช.) จำนวน 584 คน นักศึกษาระดับประกาศนียบัตรวิชาชีพชั้นสูง (ปวส.) จำนวน 266 คน รวมทั้งสิ้น 850 คน มีครูผู้สอน จำนวน 34 คน ครูพิเศษ จำนวน 4 คน บุคลากรสนับสนุนการสอน จำนวน 7 คน พนักงาน จำนวน 13 คน รวมทั้งสิ้น 58 คน วิทยาลัยได้ดำเนินการรับรองมาตรฐานการศึกษาโดยการประกันคุณภาพภายในของสถานศึกษา และประเมินภายนอกรอบ 4 ผลการประเมินอยู่ในระดับดีเยี่ยม ประจำปีการศึกษา 2561 และประกาศใช้หลักสูตรประกาศนียบัตรวิชาชีพ (ปวช.) พุทธศักราช 2562 (ปรับปรุงพุทธศักราช 2563) ได้แก่ สาขาวิชาการบัญชี สาขาวิชาการตลาด สาขาวิชาการโรงแรม สาขาวิชาคอมพิวเตอร์ธุรกิจ สาขาวิชาเทคโนโลยีธุรกิจดิจิทัล สาขาวิชาธุรกิจค้าปลีก และหลักสูตรประกาศนียบัตรวิชาชีพชั้นสูง (ปวส.) พุทธศักราช 2557 (ปรับปรุง พ.ศ. 2562) ได้แก่ สาขาวิชาการบัญชี สาขาวิชาการตลาด สาขาวิชาการจัดการโลจิสติกส์ สาขาวิชาการโรงแรม สาขาวิชาคอมพิวเตอร์ธุรกิจ และสาขาวิชาเทคโนโลยีสารสนเทศ (IT) โดยมีบาทหลวงสมศักดิ์ ชูเกียรติวัฒนา ดำรงตำแหน่งผู้รับใบอนุญาต ผู้จัดการ และนายธนพล เจริญพงศ์ ดำรงตำแหน่งผู้อำนวยการ: [35, 1237, 967, 1293]
paragraph-text: โรงเรียนมีนักเรียนระดับประกาศนียบัตรวิชาชีพ (ปวช.) จำนวน 808 คน นักศึกษาระดับประกาศนียบัตรวิชาชีพชั้นสูง (ปวส.) จำนวน77 คน รวมทั้งหมด 985 คน มีครูผู้สอน จำนวน 50คน ครูพิเศษ จำนวน 5 คน บุคลากรสนับสนุนการสอน จำนวน20 คน พนักงาน จำนวน25 คน รวม 100 คน โดยมีบาทหลวงสุรสีห์ ทองนุช ดำรงตำแหน่งผู้รับใบอนุญาต ผู้จัดการ และนายธนพล เจริญพงศ์ ดำรงตำแหน่งผู้อำนวยการ: [35, 857, 967, 878]
history-paragraph: [35, 297, 967, 320]
paragraph-text: โรงเรียนมีนักเรียนระดับประกาศนียบัตรวิชาชีพ (ปวช.) จำนวน 833 คน ระดับประกาศนียบัตรวิชาชีพชั้นสูง (ปวส.) จำนวน 224 คน รวมทั้งสิ้น 1,057 คน มีครูประจำ จำนวน 43 คน ครูพิเศษ จำนวน 7 คน บุคลากรสนับสนุนการสอน จำนวน 22 คน พนักงาน จำนวน 24 คน รวมทั้งสิ้น 96 คน โรงเรียนปรับโครงสร้างการบริหารงานเป็น 4 ฝ่ายประกอบด้วย ฝ่ายวิชาการ ฝ่ายกิจการนักเรียน ฝ่ายบริหารทั่วไป ฝ่ายแผนงานและพัฒนาคุณภาพการศึกษา โดยมีบาทหลวงสุรสีห์ ทองนุช ดำรงตำแหน่งผู้รับใบอนุญาต ผู้จัดการ และนายธนพล เจริญพงศ์ ดำรงตำแหน่งผู้อำนวยการ: [35, 770, 967, 803]
history-paragraph: [35, 533, 967, 556]
year-label: ปีการศึกษา 2565: [59, 1410, 118, 1420]
paragraph-text: วันที่ 13-15 มีนาคม 2546 โรงเรียนได้รับการประเมินคุณภาพภายนอกรอบแรกจากสำนักงานรับรองมาตรฐานและประเมินคุณภาพการศึกษา (องค์การมหาชน) เป็นการตรวจประเมินเพื่อยืนยันการดำเนินงานตามมาตรฐานการศึกษาของโรงเรียน ผลการประเมินอยู่ในระดับดี: [35, 484, 967, 505]
history-paragraph: [35, 856, 967, 879]
history-paragraph: [35, 1187, 967, 1210]
paragraph-text: โรงเรียนมีนักเรียน นักศึกษา จำนวน 959 คน ครูผู้สอน จำนวน 37 คน ครูพิเศษ จำนวน 3 คน บุคลากรสนับสนุนการสอน จำนวน 16 คน พนักงาน จำนวน 17 คน รวมทั้งสิ้น 73 คน โดยมีบาทหลวงเอกชัย อินโทศล ดำรงตำแหน่งผู้รับใบอนุญาต ผู้จัดการ และนายสันติ พรมศรี ดำรงตำแหน่งผู้อำนวยการ: [35, 397, 967, 418]
history-paragraph: [35, 918, 967, 941]
history-paragraph: [35, 1448, 967, 1460]
history-paragraph: [35, 831, 967, 854]
paragraph-text: วิทยาลัยเทคโนโลยีมารีย์บริหารธุรกิจ มีนักเรียนระดับประกาศนียบัตรวิชาชีพ (ปวช.) จำนวน 631 คน นักศึกษาระดับประกาศนียบัตรวิชาชีพชั้นสูง (ปวส.) จำนวน 185 คน รวมทั้งสิ้น 816 คน มีครูผู้สอน จำนวน 31 คน ครูพิเศษ จำนวน 3 คน บุคลากรสนับสนุนการสอน จำนวน 10 คน พนักงาน จำนวน 9 คน รวมทั้งสิ้น 54 คน วิทยาลัยได้รับรางวัลสถานศึกษาพอเพียงต้นแบบด้านการขับเคลื่อนหลักปรัชญาของเศรษฐกิจพอเพียงสู่สถานศึกษา ได้รับการประเมินโครงการสถานศึกษาปลอดภัย ระดับดีเยี่ยม และวิทยาลัยได้รับรางวัลชนะเลิศการประกวดโครงการ "โรงเรียนคุณธรรมต้นแบบ" ระดับเหรียญทอง ได้รับรางวัลสถานศึกษาดีเด่น "Perfect School" โดยมีบาทหลวงสมศักดิ์ ชูเกียรติวัฒนา ดำรงตำแหน่งผู้รับใบอนุญาต ผู้จัดการ และนายธนพล เจริญพงศ์ ดำรงตำแหน่งผู้อำนวยการ: [35, 1347, 967, 1379]
paragraph-text: โรงเรียนได้รับการรับรองได้รับการรับรองมาตรฐานการศึกษาระดับอาชีวศึกษา ระดับดีจากสำนักงานรับรองมาตรฐาน วันที่ 12 พฤศจิกายน 2550 และระดับดีจากการประเมินผลการปฏิบัติงาน วันที่ 25 ธันวาคม 2550 เป็นการประเมินเพื่อรับรองมาตรฐานการศึกษาของสถานศึกษาโดยสำนักงานคณะกรรมการการอาชีวศึกษา 6 ด้าน จากข้อมูลเชิงประจักษ์จากวิทยาศาสตร์อาชีวศึกษา และการประเมินผลการพัฒนาคุณภาพการศึกษาของสถานศึกษา ซึ่งผลการประเมินไปสู่การรับรองมาตรฐานของสถานศึกษาในรอบที่ 1: [35, 622, 967, 643]
year-label: ปีการศึกษา 2558: [59, 1053, 120, 1062]
year-label: ปีการศึกษา 2563: [59, 1297, 119, 1306]
paragraph-text: วิทยาลัยเทคโนโลยีมารีย์บริหารธุรกิจ มีนักเรียนระดับประกาศนียบัตรวิชาชีพ (ปวช.) จำนวน 752 คน นักศึกษาระดับประกาศนียบัตรวิชาชีพชั้นสูง (ปวส.) จำนวน 148 คน รวมทั้งสิ้น 900 คน มีครูประจำ จำนวน 42 คน ครูพิเศษ จำนวน 3 คน บุคลากรสนับสนุนการสอน จำนวน 17 คน พนักงาน จำนวน 13 คน รวมทั้งสิ้น 75 คน จัดการเรียนการสอนตามหลักสูตรประกาศนียบัตรวิชาชีพ (ปวช.) พุทธศักราช 2556 ได้มีการปรับเปลี่ยนชื่อสาขาวิชา ได้แก่ หลักสูตรประกาศนียบัตรวิชาชีพ (ปวช.) สาขาวิชาการบัญชี เป็น สาขาวิชาการบัญชี ปรับเปลี่ยนชื่อสาขาวิชาการตลาดเป็นสาขาวิชา การตลาดและการขาย สาขาวิชาคอมพิวเตอร์ธุรกิจ เป็น สาขาวิชาคอมพิวเตอร์ธุรกิจ สาขาวิชาการโรงแรม ปรับเปลี่ยนชื่อเป็นสาขาวิชาการโรงแรม สาขาวิชาการบริหารธุรกิจบริการ และสาขาวิชาเทคโนโลยีธุรกิจดิจิทัล เป็น สาขาวิชาเทคโนโลยีสารสนเทศ โดยมีบาทหลวงพงษ์ พันธ์ปิยะ ดำรงตำแหน่งผู้รับใบอนุญาต ผู้จัดการ และนายธนพล เจริญพงศ์ ดำรงตำแหน่งผู้อำนวยการ: [35, 943, 967, 987]
year-label: ปีการศึกษา 2550: [59, 622, 119, 632]
year-label: ปีการศึกษา 2565: [59, 1347, 119, 1356]
paragraph-text: วันที่ 20-22 กรกฎาคม พ.ศ. 2549 โรงเรียนได้รับการประเมินคุณภาพภายนอกรอบ 2 จากสำนักงานรับรองมาตรฐานและประเมินคุณภาพการศึกษา (องค์การมหาชน) เป็นการตรวจประเมินเพื่อยืนยันการดำเนินงานตามมาตรฐานการศึกษาของโรงเรียนผลการประเมินอยู่ในระดับดีมาก: [35, 572, 967, 593]
paragraph-text: วิทยาลัยเทคโนโลยีมารีย์บริหารธุรกิจ ได้รับรางวัลเกียรติบัตร "สถานศึกษาสีขาว ปลอดยาเสพติดและอบายมุข" ปี 2565 จากศูนย์ยุทธศาสตร์ (องค์การมหาชน) ในวันที่ 30 กันยายน 2565: [117, 1410, 705, 1420]
year-label: ปีการศึกษา 2550: [59, 597, 118, 607]
year-label: ปีการศึกษา 2543: [59, 372, 118, 382]
year-label: ปีการศึกษา 2559: [59, 1114, 119, 1124]
title-area: [0, 140, 1008, 230]
paragraph-text: วันที่ 4-6 กรกฎาคม 2554 โรงเรียนได้รับการประเมินคุณภาพภายนอกรอบ 3 จากสำนักงานรับรองมาตรฐานและประเมินคุณภาพการศึกษา (องค์การมหาชน) เป็นการตรวจประเมินเพื่อยืนยันการดำเนินงานตามมาตรฐานการศึกษาของโรงเรียน ผลการประเมินในระดับดีมาก: [35, 807, 967, 828]
history-paragraph: [35, 258, 967, 270]
year-label: ปีการศึกษา 2546: [59, 447, 119, 457]
paragraph-text: วันที่ 12-14 ตุลาคม 2561 วิทยาลัยได้รับการประเมินคุณภาพภายนอกรอบ 4 จากสำนักงานรับรองมาตรฐานและประเมินคุณภาพการศึกษา (องค์การมหาชน) เป็นการตรวจประเมินเพื่อยืนยันการดำเนินงานตามมาตรฐานการศึกษาของวิทยาลัยผลการประเมินอยู่ในระดับดีมาก และวิทยาลัยเข้าร่วมโครงการพัฒนาศักยภาพครูและบุคลากรทางการศึกษาเพื่อการพัฒนาการเรียนการสอนในระดับอาชีวศึกษา: [35, 1212, 967, 1233]
paragraph-text: พระสังฆราชยอวากิมพงษ์ เมนิพันธ์ประธานฝ่ายผลให้ประเทศไทยวิชาชีพ ประชาชนระบบ และ ฯพณฯ สุวิทย์ คุณกิตติ รัฐมนตรีว่าการกระทรวงศึกษาธิการ เป็นประธานในพิธีวางศิลาฤกษ์อาคารเรียนที่ใช้ในการบริหารธุรกิจ ณ วิทยาลัยเทคโนโลยีมารีย์บริหารธุรกิจ จังหวัดนครราชสีมา และผู้ได้รับพระราชทานพระกรุณาคุณโดยสมเด็จพระสังฆราชยอวากิมพงษ์ เมนิพันธ์ เป็นผู้รับใบอนุญาต ผู้จัดการ และผู้อำนวยการ ประกอบด้วยวิชาชีพ 15 เมื่อ: [35, 272, 967, 293]
history-paragraph: [35, 733, 967, 768]
year-label: ปีการศึกษา 2541: [59, 322, 119, 332]
history-paragraph: [35, 881, 967, 916]
history-paragraph: [35, 1296, 967, 1319]
year-label: ปีการศึกษา 2548: [59, 534, 118, 543]
history-paragraph: [35, 272, 967, 295]
history-paragraph: [35, 1346, 967, 1381]
year-label: ปีการศึกษา 2554: [59, 807, 119, 816]
year-label: ปีการศึกษา 2562: [59, 1237, 119, 1247]
history-paragraph: [35, 647, 967, 682]
history-paragraph: [35, 1114, 967, 1160]
year-label: ปีงบประมาณ 2567: [59, 1549, 124, 1558]
history-paragraph: [35, 322, 967, 357]
history-paragraph: [35, 1052, 967, 1087]
paragraph-text: โรงเรียนมีนักเรียน นักศึกษา จำนวน 850 คน ครูผู้สอน จำนวน 36 คน ครูพิเศษ จำนวน 3 คน บุคลากรสนับสนุนการสอน จำนวน 10 คน พนักงาน จำนวน 17 คน รวมทั้งสิ้น 66 คน โรงเรียนปรับโครงสร้างการบริหารงานเป็น 4 ฝ่าย ประกอบด้วย ฝ่ายวิชาการ ฝ่ายกิจการนักเรียน ฝ่ายบริหารทั่วไป ฝ่ายแผนงานและพัฒนาคุณภาพการศึกษา โดยมีบาทหลวงเอกชัย อินโทศล ดำรงตำแหน่งผู้รับใบอนุญาต ผู้จัดการ และผู้อำนวยการ: [35, 372, 967, 393]
history-paragraph: [35, 683, 967, 706]
